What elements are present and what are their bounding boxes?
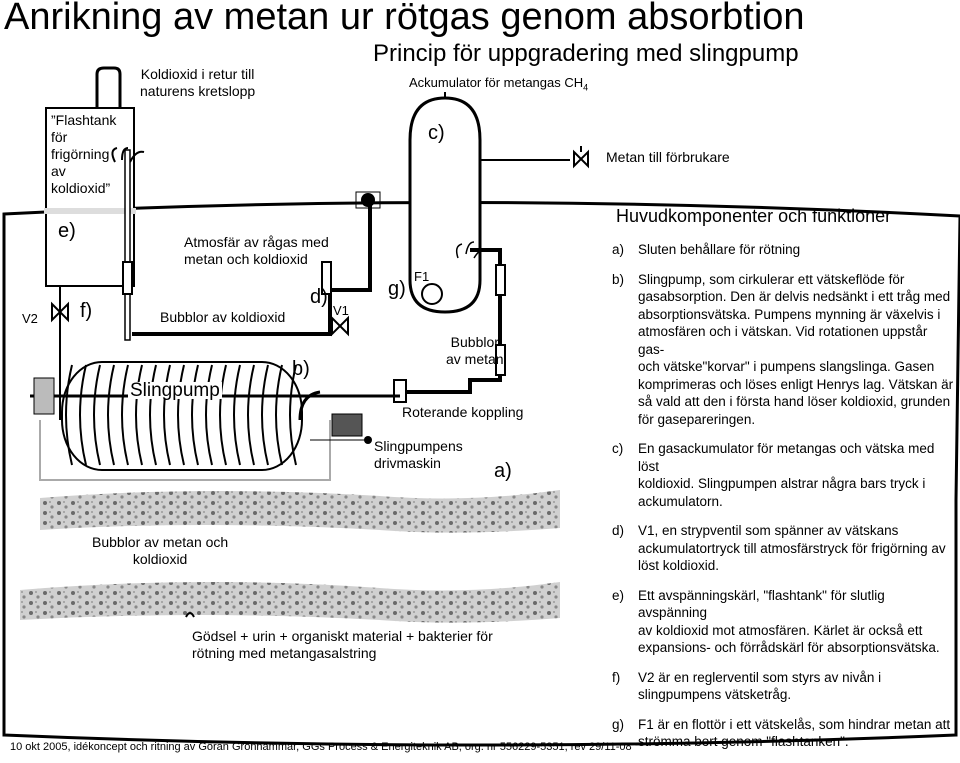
legend-item: [612, 241, 957, 259]
legend-item-line: komprimeras och löses enligt Henrys lag. Vätskan är: [638, 376, 954, 392]
legend-item-line: F1 är en flottör i ett vätskelås, som hindrar metan att: [638, 716, 951, 732]
legend-item-key: f): [612, 669, 621, 685]
legend-item: [612, 271, 957, 429]
legend-item-line: löst koldioxid.: [638, 558, 720, 573]
legend-item-key: e): [612, 587, 625, 603]
legend-item-key: a): [612, 242, 625, 257]
label-v1: V1: [333, 303, 349, 318]
label-bubblor-metan: Bubblor av metan: [446, 334, 504, 367]
label-f: f): [80, 300, 93, 322]
legend-item-line: och vätske"korvar" i pumpens slangslinga. Gasen: [638, 359, 935, 374]
diagram-subtitle: Princip för uppgradering med slingpump: [373, 40, 799, 67]
label-e: e): [58, 220, 76, 242]
legend-item-line: Ett avspänningskärl, "flashtank" för slutlig avspänning: [638, 587, 885, 620]
footer-credit: 10 okt 2005, idékoncept och ritning av Göran Grönhammar, GGs Process & Energiteknik AB, org. nr 556229-5351, rev 29/11-08: [10, 741, 632, 753]
sludge-layer-lower: [20, 582, 560, 623]
legend-item-line: V1, en strypventil som spänner av vätskans: [638, 523, 899, 538]
label-a: a): [494, 460, 512, 482]
legend-heading: Huvudkomponenter och funktioner: [616, 206, 892, 226]
legend-item-line: absorptionsvätska. Pumpens mynning är växelvis i: [638, 306, 941, 322]
label-roterande: Roterande koppling: [402, 404, 524, 420]
legend-item-line: koldioxid. Slingpumpen alstrar några bars tryck i: [638, 476, 926, 491]
legend-item-line: för gasepareringen.: [638, 411, 756, 427]
legend-item: [612, 587, 957, 657]
legend-item-line: En gasackumulator för metangas och vätska med löst: [638, 441, 935, 474]
rotating-coupling: [394, 380, 406, 402]
sludge-layer-upper: [40, 490, 560, 533]
outlet-valve: [574, 146, 588, 166]
bearing: [34, 378, 54, 414]
label-v2: V2: [22, 311, 38, 326]
label-f1: F1: [414, 269, 430, 284]
legend-items: [612, 241, 957, 751]
label-ackumulator: Ackumulator för metangas $CH_4$: [409, 75, 589, 93]
legend-item-line: av koldioxid mot atmosfären. Kärlet är också ett: [638, 622, 923, 638]
label-flashtank: ”Flashtank för frigörning av koldioxid”: [51, 112, 117, 196]
legend-item-line: expansions- och förrådskärl för absorptionsvätska.: [638, 640, 940, 655]
label-g: g): [388, 278, 406, 300]
legend-item-line: Sluten behållare för rötning: [638, 242, 801, 257]
legend-item-line: slingpumpens vätsketråg.: [638, 687, 792, 702]
legend-item: [612, 440, 957, 510]
legend-item: [612, 522, 957, 575]
label-drivmaskin: Slingpumpens drivmaskin: [374, 438, 463, 471]
label-atmosfar: Atmosfär av rågas med metan och koldioxid: [184, 234, 329, 267]
label-godsel: Gödsel + urin + organiskt material + bakterier för rötning med metangasalstring: [192, 628, 493, 661]
legend-item-key: c): [612, 441, 624, 456]
label-d: d): [310, 286, 328, 308]
legend-item-line: atmosfären och i vätskan. Vid rotationen uppstår gas-: [638, 324, 928, 357]
label-b: b): [292, 358, 310, 380]
check-valve: [361, 193, 375, 207]
label-bubblor-metan-koldioxid: Bubblor av metan och koldioxid: [92, 534, 229, 567]
legend-item-line: gasabsorption. Den är delvis nedsänkt i ett tråg med: [638, 289, 951, 304]
label-slingpump: Slingpump: [130, 380, 220, 401]
label-koldioxid-retur: Koldioxid i retur till naturens kretslopp: [140, 66, 256, 99]
legend-item-line: Slingpump, som cirkulerar ett vätskeflöde för: [638, 271, 905, 287]
legend-item-key: b): [612, 271, 625, 287]
legend-item-line: ackumulatortryck till atmosfärstryck för frigörning av: [638, 540, 946, 556]
legend-item-line: V2 är en reglerventil som styrs av nivån i: [638, 669, 882, 685]
float-f1: [422, 284, 442, 304]
label-metan-till: Metan till förbrukare: [606, 149, 730, 165]
legend-item: [612, 716, 957, 751]
page-title: Anrikning av metan ur rötgas genom absorbtion: [4, 0, 805, 38]
legend-item-key: g): [612, 716, 625, 732]
legend-item-line: strömma bort genom "flashtanken".: [638, 734, 849, 749]
vent-pipe: [97, 68, 120, 108]
label-bubblor-koldioxid: Bubblor av koldioxid: [160, 309, 286, 325]
legend-item-line: så vald att den i första hand löser koldioxid, grunden: [638, 394, 951, 409]
legend-item-line: ackumulatorn.: [638, 493, 723, 509]
legend-item: [612, 669, 957, 704]
legend-item-key: d): [612, 523, 625, 538]
label-c: c): [428, 122, 445, 144]
valve-v1: [332, 318, 348, 334]
legend-panel: [612, 206, 957, 763]
drive-motor: [332, 414, 362, 436]
riser-pipe: [125, 150, 130, 340]
